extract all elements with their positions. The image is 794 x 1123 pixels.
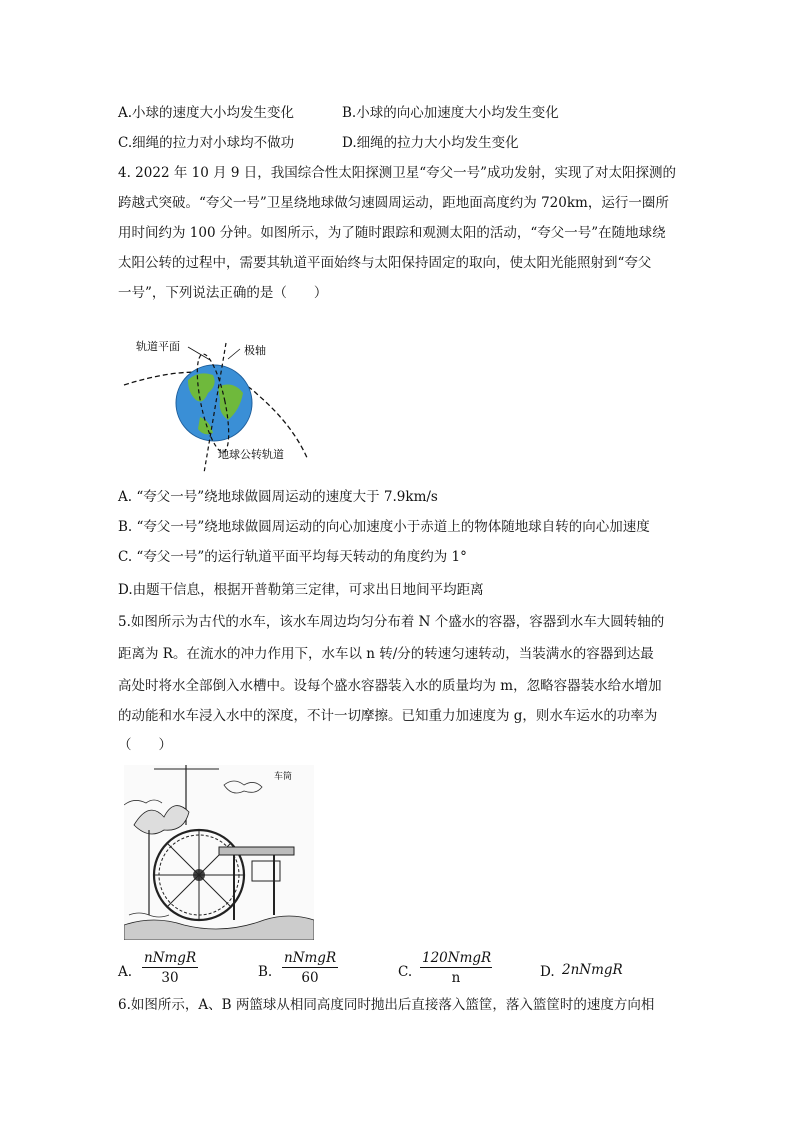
q5-stem-line: 距离为 R。在流水的冲力作用下，水车以 n 转/分的转速匀速转动，当装满水的容器到达最 <box>118 646 654 662</box>
wheel-spokes <box>154 830 244 920</box>
q3-option-b: B.小球的向心加速度大小均发生变化 <box>342 105 559 121</box>
q6-stem-line: 6.如图所示，A、B 两篮球从相同高度同时抛出后直接落入篮筐，落入篮筐时的速度方向相 <box>118 997 655 1013</box>
q4-option-d: D.由题干信息，根据开普勒第三定律，可求出日地间平均距离 <box>118 582 484 598</box>
fraction-denominator: 30 <box>161 970 179 986</box>
q5-stem-line: （ ） <box>118 737 172 753</box>
q5-option-a-fraction <box>142 950 198 986</box>
q3-option-c: C.细绳的拉力对小球均不做功 <box>118 135 295 151</box>
fraction-denominator: n <box>451 970 461 986</box>
water-wheel-figure <box>124 765 314 940</box>
polar-axis-label: 极轴 <box>244 344 266 357</box>
q5-stem-line: 5.如图所示为古代的水车，该水车周边均匀分布着 N 个盛水的容器，容器到水车大圆转轴的 <box>118 614 665 630</box>
q5-option-b-letter: B. <box>258 964 273 980</box>
q4-option-a: A. “夸父一号”绕地球做圆周运动的速度大于 7.9km/s <box>118 489 438 505</box>
q5-option-c-letter: C. <box>398 964 413 980</box>
q5-option-a-letter: A. <box>118 964 133 980</box>
orbit-plane-label: 轨道平面 <box>136 340 180 353</box>
q4-stem-line: 跨越式突破。“夸父一号”卫星绕地球做匀速圆周运动，距地面高度约为 720km，运行一圈所 <box>118 195 669 211</box>
fraction-numerator: nNmgR <box>284 950 337 966</box>
q3-option-d: D.细绳的拉力大小均发生变化 <box>342 135 519 151</box>
fraction-denominator: 60 <box>301 970 319 986</box>
q5-stem-line: 的动能和水车浸入水中的深度，不计一切摩擦。已知重力加速度为 g，则水车运水的功率为 <box>118 708 658 724</box>
earth-orbit-label: 地球公转轨道 <box>218 448 284 461</box>
fraction-numerator: 120NmgR <box>422 950 492 966</box>
q4-stem-line: 4. 2022 年 10 月 9 日，我国综合性太阳探测卫星“夸父一号”成功发射，实现了对太阳探测的 <box>118 165 677 181</box>
q5-option-b-fraction <box>282 950 338 986</box>
fraction-numerator: nNmgR <box>144 950 197 966</box>
q5-option-d-expr: 2nNmgR <box>562 962 623 978</box>
q5-stem-line: 高处时将水全部倒入水槽中。设每个盛水容器装入水的质量均为 m，忽略容器装水给水增加 <box>118 678 662 694</box>
q5-option-d-letter: D. <box>540 964 555 980</box>
earth-orbit-figure <box>118 325 318 475</box>
q4-option-b: B. “夸父一号”绕地球做圆周运动的向心加速度小于赤道上的物体随地球自转的向心加速度 <box>118 519 650 535</box>
q5-option-c-fraction <box>420 950 492 986</box>
q4-stem-line: 一号”，下列说法正确的是（ ） <box>118 285 328 301</box>
q3-option-a: A.小球的速度大小均发生变化 <box>118 105 295 121</box>
q4-stem-line: 用时间约为 100 分钟。如图所示，为了随时跟踪和观测太阳的活动，“夸父一号”在随地球绕 <box>118 225 666 241</box>
leader-line <box>228 349 240 359</box>
q4-option-c: C. “夸父一号”的运行轨道平面平均每天转动的角度约为 1° <box>118 549 467 565</box>
q4-stem-line: 太阳公转的过程中，需要其轨道平面始终与太阳保持固定的取向，使太阳光能照射到“夸父 <box>118 255 652 271</box>
wheel-figure-label: 车筒 <box>274 772 293 782</box>
water-trough <box>219 847 294 855</box>
